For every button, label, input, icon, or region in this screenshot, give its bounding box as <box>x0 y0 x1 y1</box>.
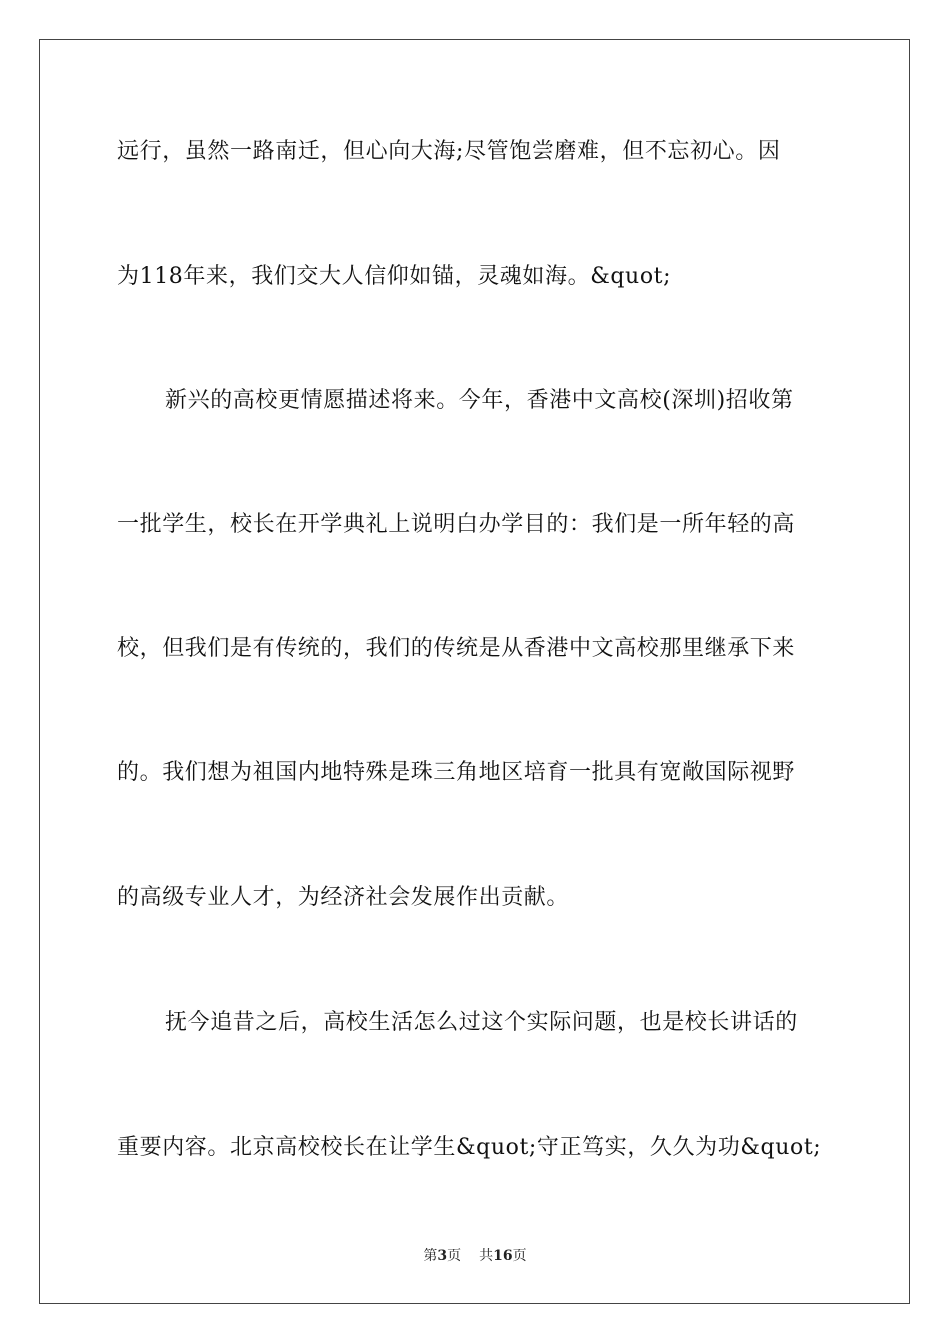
text-line: 远行，虽然一路南迁，但心向大海;尽管饱尝磨难，但不忘初心。因 <box>117 139 781 164</box>
page-label-suffix: 页 <box>447 1248 462 1264</box>
paragraph-start-line: 抚今追昔之后，高校生活怎么过这个实际问题，也是校长讲话的 <box>165 1010 798 1035</box>
total-pages: 16 <box>493 1248 513 1264</box>
text-line: 的。我们想为祖国内地特殊是珠三角地区培育一批具有宽敞国际视野 <box>117 760 796 785</box>
text-line: 为118年来，我们交大人信仰如锚，灵魂如海。&quot; <box>117 264 672 289</box>
text-line: 一批学生，校长在开学典礼上说明白办学目的：我们是一所年轻的高 <box>117 512 796 537</box>
text-line: 的高级专业人才，为经济社会发展作出贡献。 <box>117 885 570 910</box>
total-label-suffix: 页 <box>512 1248 527 1264</box>
page-footer <box>0 1247 950 1265</box>
paragraph-start-line: 新兴的高校更情愿描述将来。今年，香港中文高校(深圳)招收第 <box>165 388 794 413</box>
total-label-prefix: 共 <box>479 1248 494 1264</box>
page-border <box>39 39 910 1304</box>
text-line: 重要内容。北京高校校长在让学生&quot;守正笃实，久久为功&quot; <box>117 1135 822 1160</box>
page-number: 3 <box>437 1248 448 1264</box>
page-label-prefix: 第 <box>423 1248 438 1264</box>
text-line: 校，但我们是有传统的，我们的传统是从香港中文高校那里继承下来 <box>117 636 796 661</box>
